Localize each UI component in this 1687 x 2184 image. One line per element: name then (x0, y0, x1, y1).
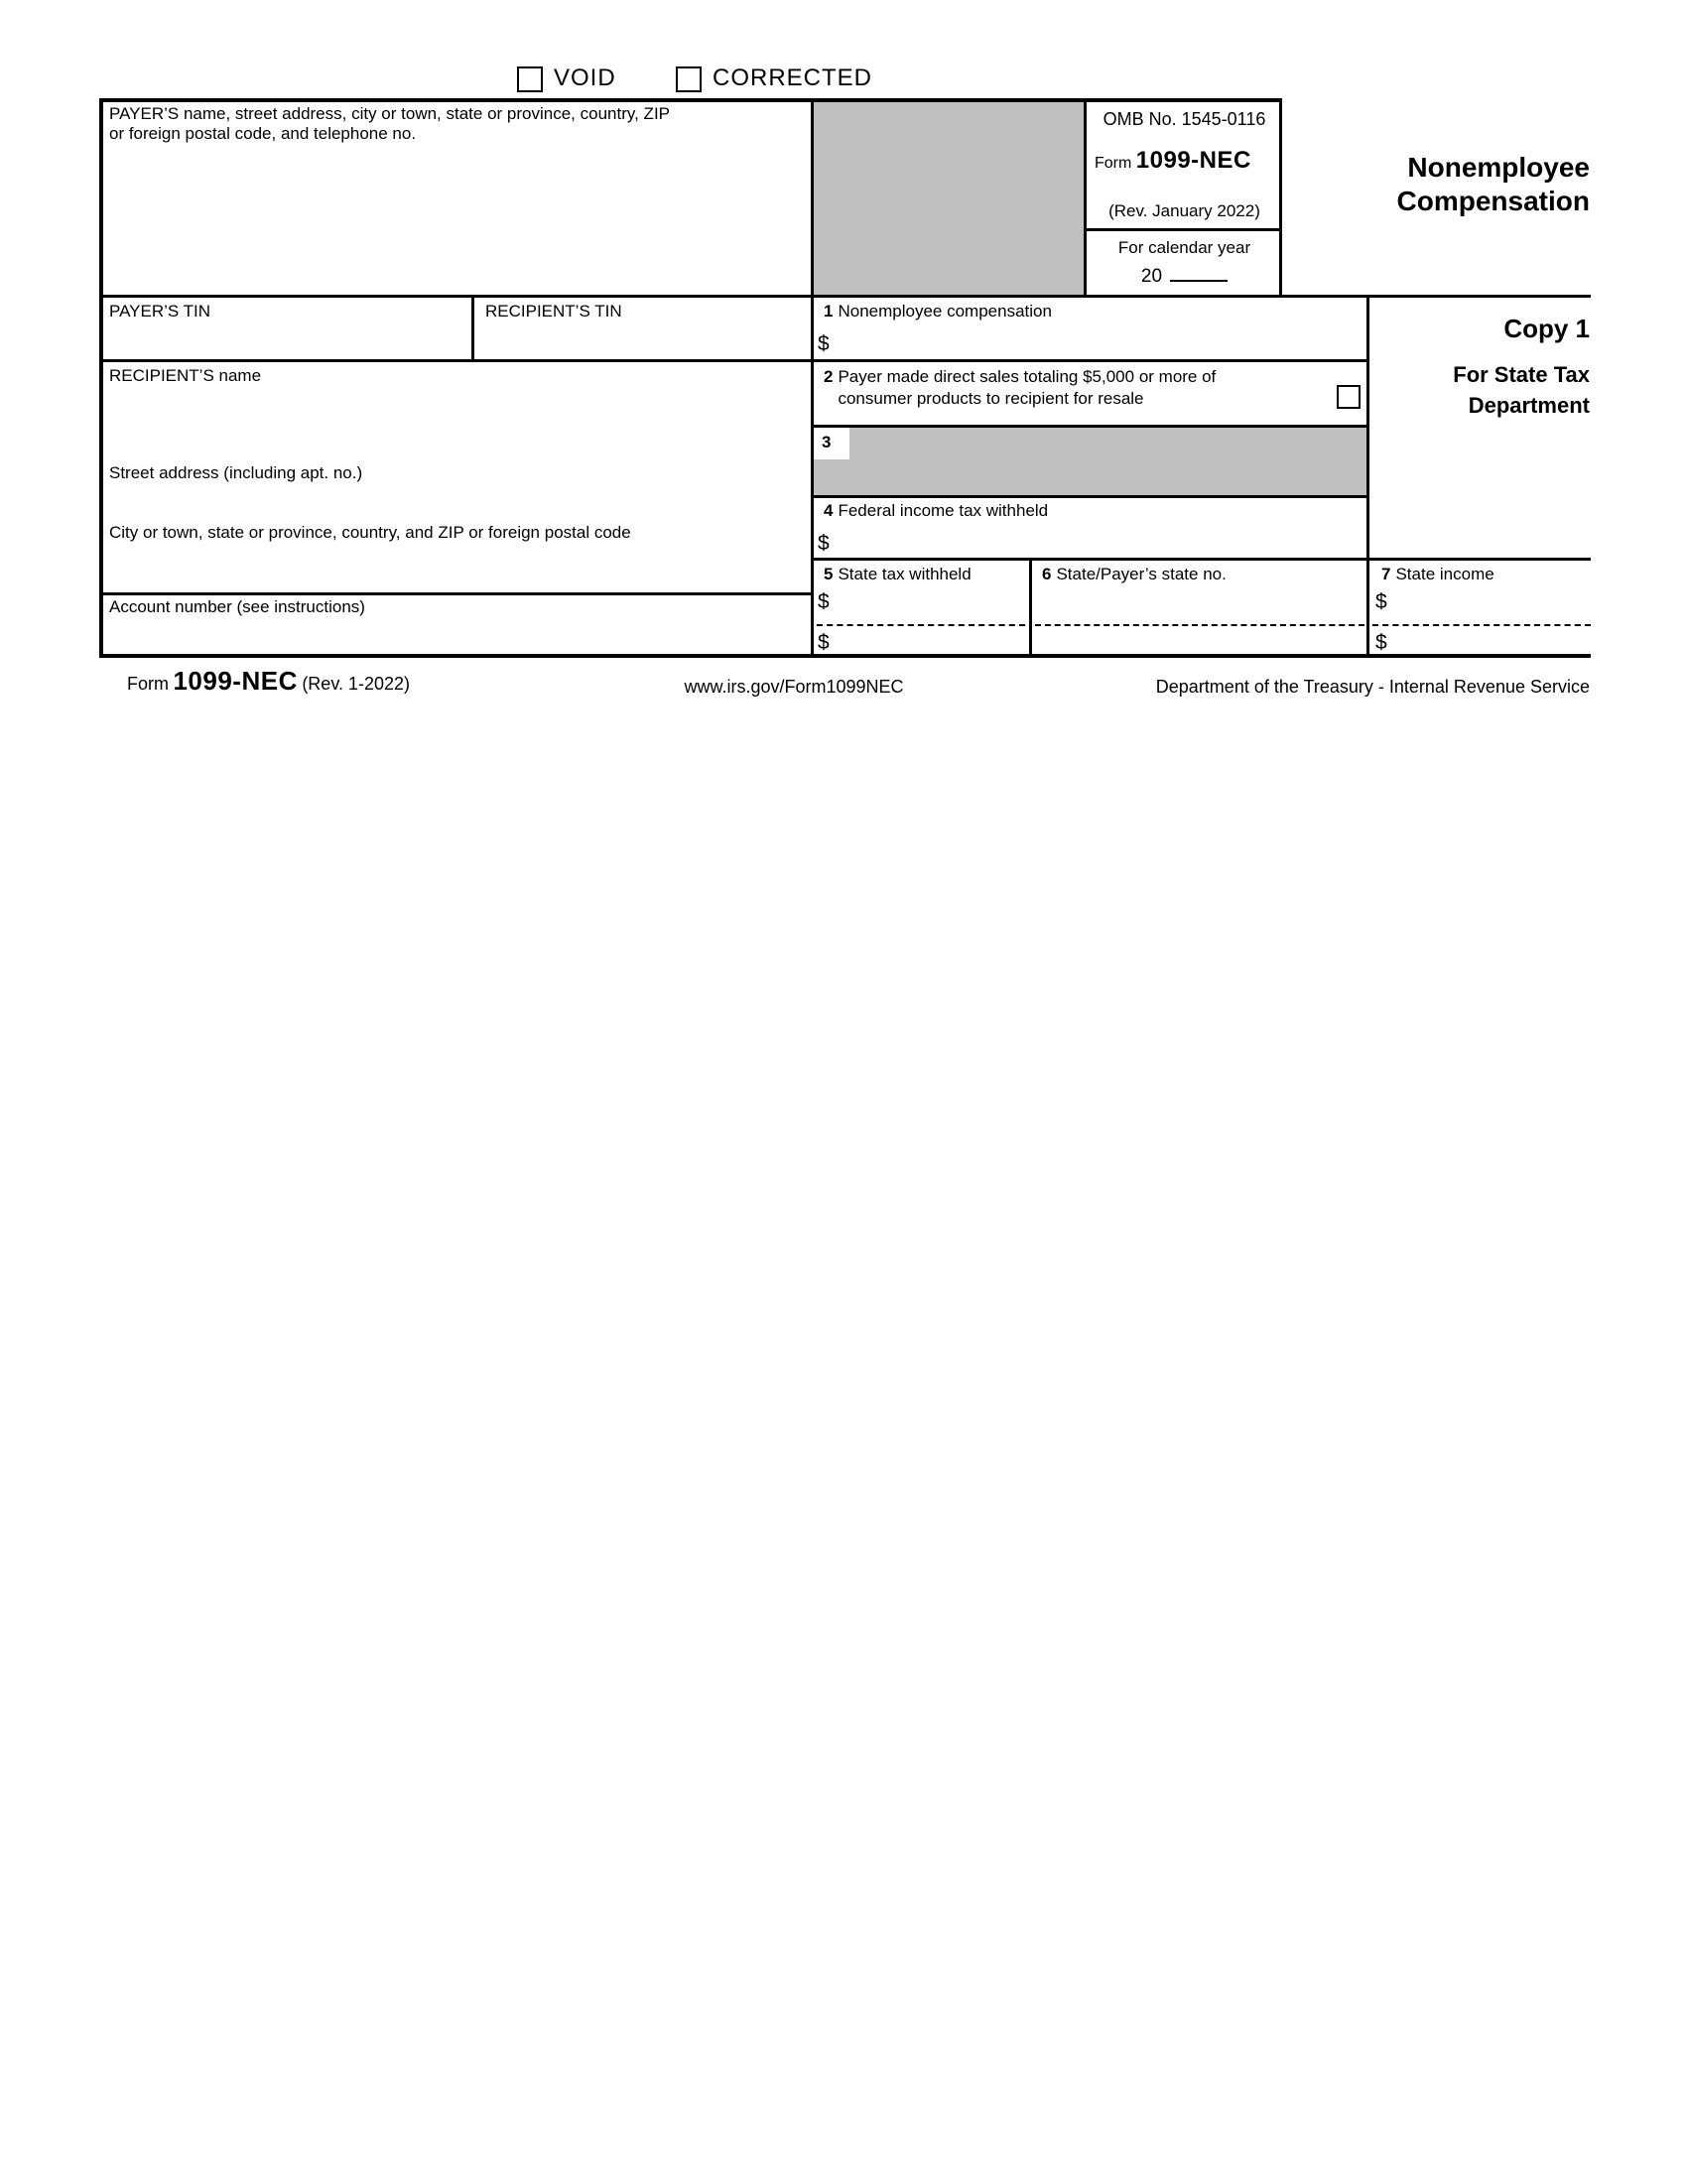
footer-department: Department of the Treasury - Internal Revenue Service (1155, 677, 1590, 697)
box2-label (824, 366, 1216, 410)
box3-number: 3 (822, 433, 832, 451)
street-address-field[interactable] (102, 485, 809, 521)
form-number-block (1095, 147, 1251, 175)
recipient-name-label: RECIPIENT’S name (109, 366, 262, 385)
account-number-label: Account number (see instructions) (109, 597, 365, 616)
form-number: 1099-NEC (1135, 147, 1251, 174)
recipient-tin-label: RECIPIENT’S TIN (485, 302, 622, 321)
city-state-zip-field[interactable] (102, 545, 809, 590)
box1-label (824, 302, 1052, 321)
form-title: Nonemployee Compensation (1396, 152, 1590, 216)
top-gray-box (814, 99, 1087, 297)
box2-text-line1: Payer made direct sales totaling $5,000 or more of (838, 367, 1217, 386)
box5-box6-divider (1029, 558, 1032, 658)
void-label: VOID (554, 64, 616, 91)
box5-number: 5 (824, 565, 834, 583)
box5-dollar-sign-2: $ (818, 631, 830, 654)
omb-calendar-divider (1087, 228, 1282, 231)
box4-number: 4 (824, 501, 834, 520)
void-checkbox[interactable] (517, 66, 543, 92)
footer-form-revision: (Rev. 1-2022) (302, 674, 411, 694)
box5-label (824, 565, 972, 584)
box7-dollar-sign-2: $ (1375, 631, 1387, 654)
box3-gray-area (814, 428, 1368, 495)
box5-text: State tax withheld (838, 565, 972, 583)
box7-label (1381, 565, 1494, 584)
payer-info-label (109, 104, 670, 144)
corrected-label: CORRECTED (713, 64, 873, 91)
payer-info-field[interactable] (102, 144, 809, 293)
street-address-label: Street address (including apt. no.) (109, 463, 363, 482)
form-left-border (99, 98, 103, 658)
corrected-checkbox[interactable] (676, 66, 702, 92)
box6-state-no-field-2[interactable] (1036, 628, 1363, 654)
calendar-year-field[interactable] (1170, 264, 1228, 282)
box5-dashed-line (817, 624, 1025, 626)
city-state-zip-label: City or town, state or province, country, and ZIP or foreign postal code (109, 523, 631, 542)
box1-text: Nonemployee compensation (838, 302, 1052, 321)
account-box-top-border (99, 592, 814, 595)
payer-info-line2: or foreign postal code, and telephone no. (109, 124, 417, 143)
footer-form-number: 1099-NEC (173, 666, 298, 696)
box3-number-tab (814, 428, 849, 459)
box7-amount-field-2[interactable] (1397, 628, 1588, 654)
box7-number: 7 (1381, 565, 1391, 583)
payer-info-line1: PAYER’S name, street address, city or town, state or province, country, ZIP (109, 104, 671, 123)
box6-number: 6 (1042, 565, 1052, 583)
footer-url[interactable]: www.irs.gov/Form1099NEC (684, 677, 904, 697)
box6-text: State/Payer’s state no. (1056, 565, 1227, 583)
box7-dollar-sign-1: $ (1375, 590, 1387, 613)
box5-amount-field-1[interactable] (842, 583, 1028, 621)
box4-amount-field[interactable] (842, 532, 1363, 556)
box7-amount-field-1[interactable] (1397, 583, 1588, 621)
middle-right-column-divider (1366, 295, 1369, 658)
box1-dollar-sign: $ (818, 332, 830, 355)
box5-amount-field-2[interactable] (842, 628, 1028, 654)
form-word: Form (1095, 155, 1132, 172)
box7-dashed-line (1372, 624, 1591, 626)
account-number-field[interactable] (102, 617, 809, 653)
box2-text-line2: consumer products to recipient for resale (838, 389, 1144, 408)
footer-form-id (127, 666, 410, 697)
box1-number: 1 (824, 302, 834, 321)
box6-label (1042, 565, 1227, 584)
payer-tin-field[interactable] (102, 322, 469, 358)
box7-text: State income (1395, 565, 1494, 583)
omb-number: OMB No. 1545-0116 (1103, 109, 1266, 129)
box4-dollar-sign: $ (818, 532, 830, 555)
box6-dashed-line (1035, 624, 1364, 626)
form-revision: (Rev. January 2022) (1108, 201, 1260, 220)
row-divider-2 (99, 359, 1369, 362)
recipient-tin-field[interactable] (477, 322, 809, 358)
box4-bottom-border (814, 558, 1591, 561)
box6-state-no-field-1[interactable] (1036, 583, 1363, 621)
box2-number: 2 (824, 367, 834, 386)
form-top-border (99, 98, 1282, 102)
left-middle-column-divider (811, 98, 814, 658)
box3-bottom-border (814, 495, 1369, 498)
box4-text: Federal income tax withheld (838, 501, 1049, 520)
calendar-year-label: For calendar year (1117, 238, 1251, 257)
footer-form-word: Form (127, 674, 169, 694)
box5-dollar-sign-1: $ (818, 590, 830, 613)
recipient-name-field[interactable] (102, 389, 809, 456)
calendar-year-row (1090, 264, 1279, 288)
copy-for-label: For State Tax Department (1453, 362, 1590, 418)
box2-checkbox[interactable] (1337, 385, 1361, 409)
box4-label (824, 501, 1048, 521)
tin-divider (471, 295, 474, 362)
payer-tin-label: PAYER’S TIN (109, 302, 211, 321)
copy-label: Copy 1 (1503, 314, 1590, 343)
box2-bottom-border (814, 425, 1369, 428)
box1-amount-field[interactable] (842, 331, 1363, 357)
calendar-year-prefix: 20 (1140, 266, 1163, 287)
